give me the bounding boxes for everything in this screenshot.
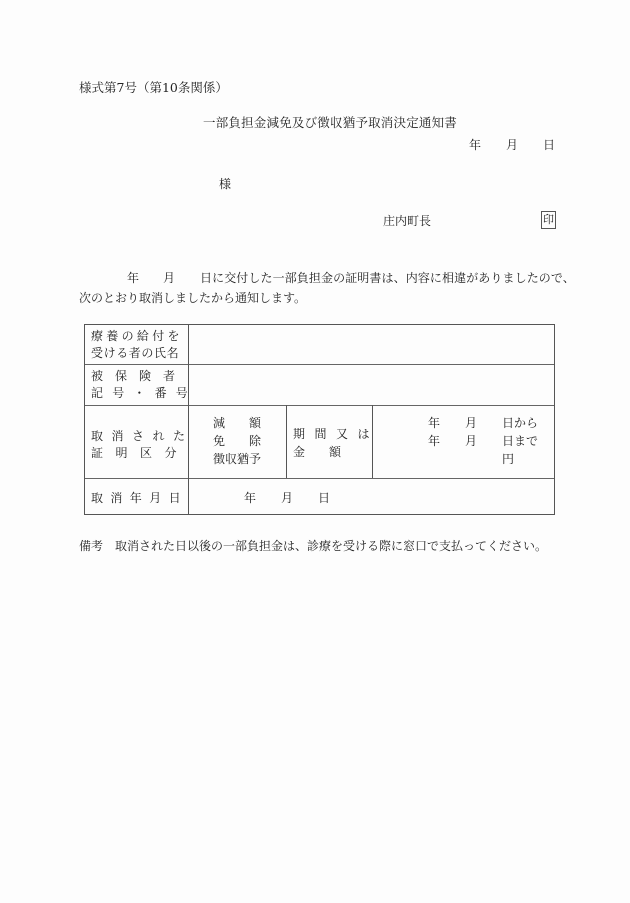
row-divider <box>85 405 554 406</box>
amount-yen: 円 <box>502 452 515 466</box>
column-divider <box>372 405 373 478</box>
period-from-month: 月 <box>465 416 478 430</box>
label-patient-name-1: 療養の給付を <box>91 329 183 343</box>
label-period-amount-2: 金 額 <box>293 445 342 459</box>
issuer-name: 庄内町長 <box>383 214 432 228</box>
column-divider <box>188 325 189 514</box>
header-date-month: 月 <box>506 138 519 152</box>
label-patient-name-2: 受ける者の氏名 <box>91 346 180 360</box>
period-to-day: 日まで <box>502 434 539 448</box>
row-divider <box>85 478 554 479</box>
label-insured-2: 記号・番号 <box>91 386 198 400</box>
document-title: 一部負担金減免及び徴収猶予取消決定通知書 <box>203 115 458 130</box>
category-exemption: 免 除 <box>213 434 262 448</box>
cancellation-table <box>84 324 555 515</box>
body-month: 月 <box>163 271 176 285</box>
label-insured-1: 被 保 険 者 <box>91 369 176 383</box>
label-cancel-date: 取消年月日 <box>91 491 189 505</box>
column-divider <box>286 405 287 478</box>
period-to-month: 月 <box>465 434 478 448</box>
cancel-date-day: 日 <box>318 491 331 505</box>
category-deferral: 徴収猶予 <box>213 452 262 466</box>
patient-name-field[interactable] <box>195 330 550 358</box>
insured-number-field[interactable] <box>195 370 550 398</box>
header-date-year: 年 <box>469 138 482 152</box>
label-cancelled-category-2: 証明区分 <box>91 446 190 460</box>
period-to-year: 年 <box>428 434 441 448</box>
period-from-year: 年 <box>428 416 441 430</box>
period-from-day: 日から <box>502 416 539 430</box>
cancel-date-month: 月 <box>281 491 294 505</box>
body-line2: 次のとおり取消しましたから通知します。 <box>79 291 307 305</box>
label-cancelled-category-1: 取消された <box>91 429 194 443</box>
row-divider <box>85 364 554 365</box>
label-period-amount-1: 期間又は <box>293 427 380 441</box>
form-number: 様式第7号（第10条関係） <box>79 80 228 95</box>
body-line1: 日に交付した一部負担金の証明書は、内容に相違がありましたので、 <box>200 271 575 285</box>
cancel-date-year: 年 <box>244 491 257 505</box>
category-reduction: 減 額 <box>213 416 262 430</box>
header-date-day: 日 <box>543 138 556 152</box>
seal-stamp-icon: 印 <box>541 211 556 229</box>
remark-note: 備考 取消された日以後の一部負担金は、診療を受ける際に窓口で支払ってください。 <box>79 539 548 553</box>
recipient-honorific: 様 <box>219 177 232 191</box>
body-year: 年 <box>127 271 140 285</box>
